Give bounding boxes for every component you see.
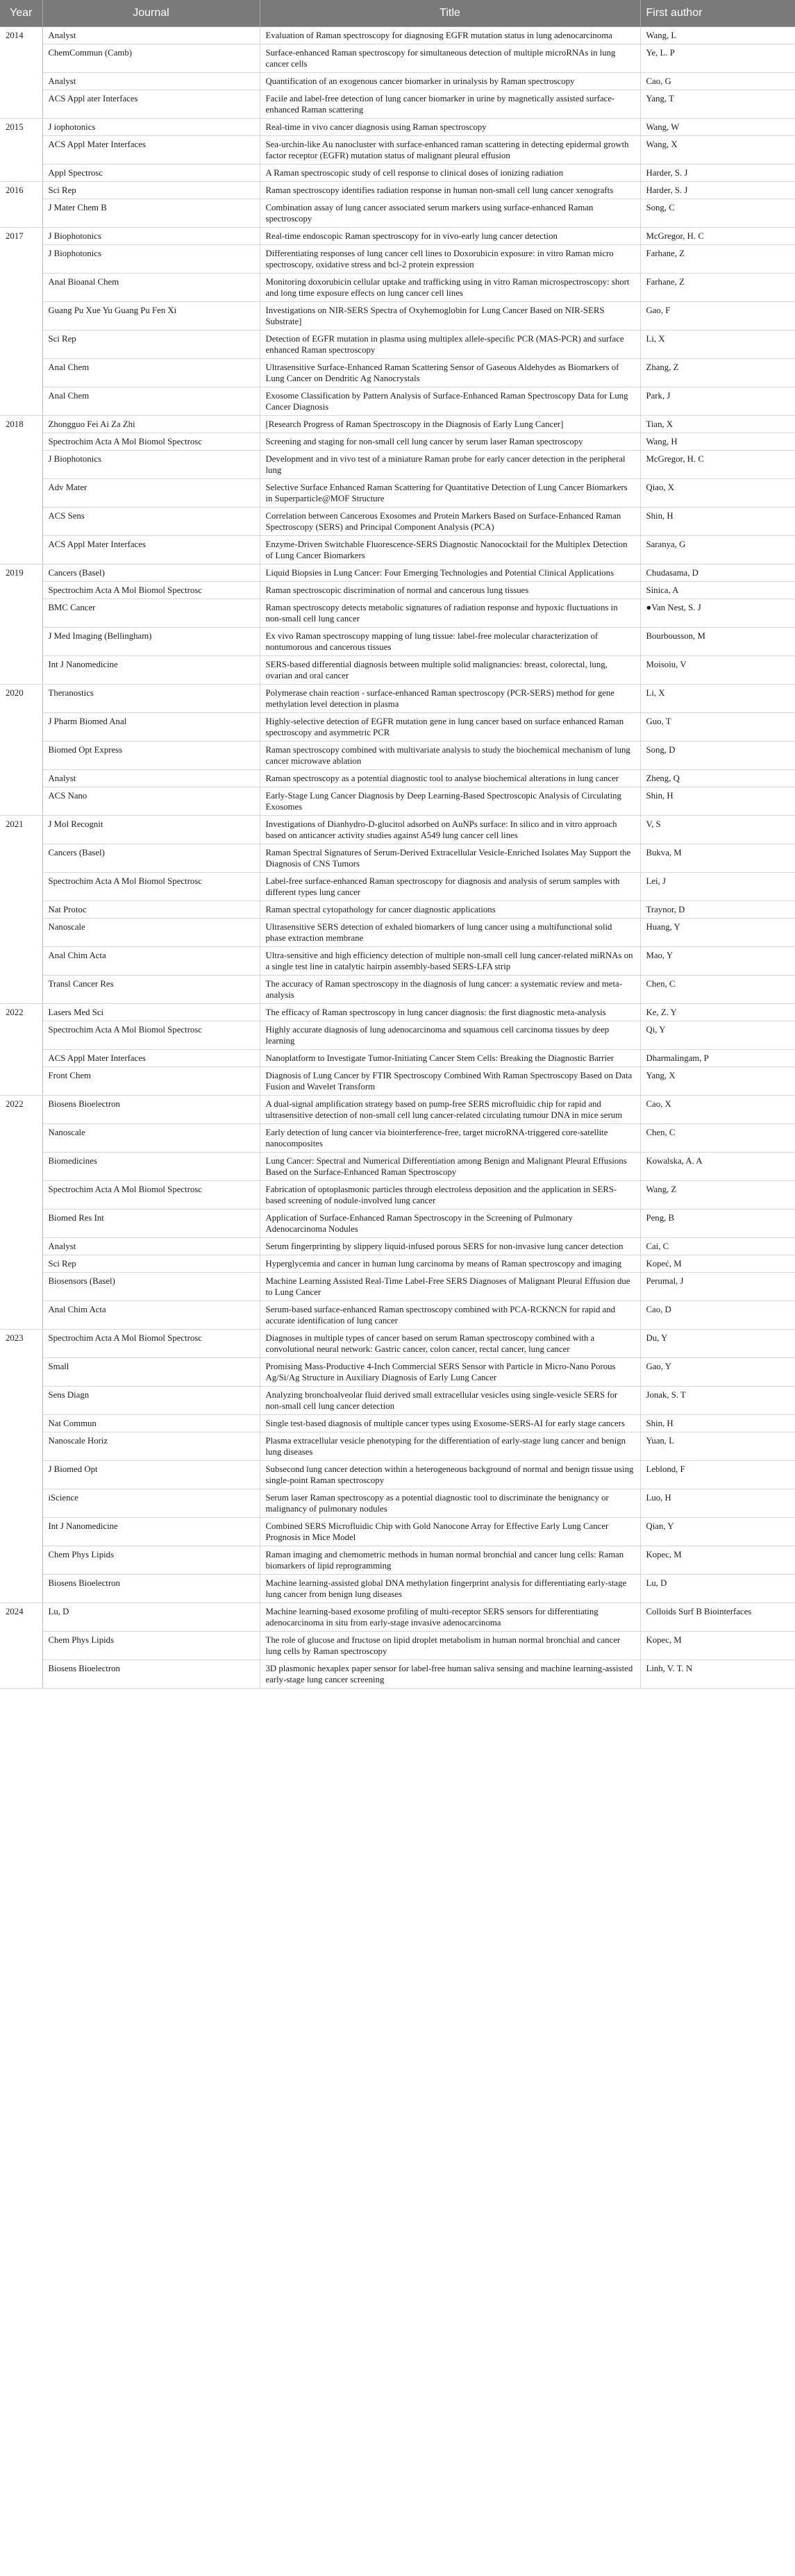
journal-column-header: Journal: [42, 0, 260, 27]
table-row: [0, 787, 795, 816]
table-row: [0, 508, 795, 536]
journal-cell: Lu, D: [42, 1603, 260, 1632]
title-cell: Detection of EGFR mutation in plasma using multiplex allele-specific PCR (MAS-PCR) and surface enhanced Raman spectroscopy: [260, 331, 640, 359]
first-author-cell: Colloids Surf B Biointerfaces: [640, 1603, 795, 1632]
title-cell: [Research Progress of Raman Spectroscopy in the Diagnosis of Early Lung Cancer]: [260, 416, 640, 433]
title-cell: Facile and label-free detection of lung cancer biomarker in urine by magnetically assisted surface-enhanced Raman scattering: [260, 90, 640, 119]
first-author-cell: Jonak, S. T: [640, 1387, 795, 1415]
table-body: [0, 27, 795, 1689]
journal-cell: Biosens Bioelectron: [42, 1096, 260, 1124]
title-cell: Serum-based surface-enhanced Raman spectroscopy combined with PCA-RCKNCN for rapid and accurate identification of lung cancer: [260, 1301, 640, 1330]
title-column-header: Title: [260, 0, 640, 27]
table-row: [0, 770, 795, 787]
title-cell: Machine learning-based exosome profiling of multi-receptor SERS sensors for differentiating adenocarcinoma in situ from early-stage invasive adenocarcinoma: [260, 1603, 640, 1632]
first-author-cell: McGregor, H. C: [640, 451, 795, 479]
title-cell: Diagnoses in multiple types of cancer based on serum Raman spectroscopy combined with a convolutional neural network: Gastric cancer, colon cancer, rectal cancer, lung cancer: [260, 1330, 640, 1358]
year-cell: 2023: [0, 1330, 42, 1603]
first-author-cell: Zheng, Q: [640, 770, 795, 787]
title-cell: Surface-enhanced Raman spectroscopy for simultaneous detection of multiple microRNAs in lung cancer cells: [260, 44, 640, 73]
journal-cell: ChemCommun (Camb): [42, 44, 260, 73]
table-row: [0, 165, 795, 182]
title-cell: Promising Mass-Productive 4-Inch Commercial SERS Sensor with Particle in Micro-Nano Porous Ag/Si/Ag Structure in Auxiliary Diagnosis of Early Lung Cancer: [260, 1358, 640, 1387]
journal-cell: BMC Cancer: [42, 599, 260, 628]
title-cell: Liquid Biopsies in Lung Cancer: Four Emerging Technologies and Potential Clinical Applications: [260, 564, 640, 582]
table-row: [0, 1124, 795, 1153]
table-row: [0, 599, 795, 628]
title-cell: Machine Learning Assisted Real-Time Label-Free SERS Diagnoses of Malignant Pleural Effusion due to Lung Cancer: [260, 1273, 640, 1301]
first-author-cell: Farhane, Z: [640, 274, 795, 302]
title-cell: Investigations on NIR-SERS Spectra of Oxyhemoglobin for Lung Cancer Based on NIR-SERS Substrate]: [260, 302, 640, 331]
table-row: [0, 27, 795, 44]
table-row: [0, 199, 795, 228]
title-cell: Investigations of Dianhydro-D-glucitol adsorbed on AuNPs surface: In silico and in vitro approach based on anticancer activity studies against A549 lung cancer cell lines: [260, 816, 640, 844]
table-row: [0, 44, 795, 73]
table-row: [0, 1358, 795, 1387]
journal-cell: Biosens Bioelectron: [42, 1575, 260, 1603]
table-row: [0, 182, 795, 199]
first-author-cell: Du, Y: [640, 1330, 795, 1358]
journal-cell: Nanoscale Horiz: [42, 1432, 260, 1461]
title-cell: Serum laser Raman spectroscopy as a potential diagnostic tool to discriminate the benignancy or malignancy of pulmonary nodules: [260, 1489, 640, 1518]
first-author-cell: Dharmalingam, P: [640, 1050, 795, 1067]
first-author-cell: Bukva, M: [640, 844, 795, 873]
journal-cell: Spectrochim Acta A Mol Biomol Spectrosc: [42, 1330, 260, 1358]
year-cell: 2016: [0, 182, 42, 228]
title-cell: SERS-based differential diagnosis between multiple solid malignancies: breast, colorectal, lung, ovarian and oral cancer: [260, 656, 640, 685]
journal-cell: Analyst: [42, 1238, 260, 1255]
table-row: [0, 976, 795, 1004]
first-author-cell: Bourbousson, M: [640, 628, 795, 656]
table-row: [0, 1432, 795, 1461]
title-cell: Nanoplatform to Investigate Tumor-Initiating Cancer Stem Cells: Breaking the Diagnostic Barrier: [260, 1050, 640, 1067]
table-row: [0, 919, 795, 947]
first-author-cell: Wang, L: [640, 27, 795, 44]
title-cell: Application of Surface-Enhanced Raman Spectroscopy in the Screening of Pulmonary Adenocarcinoma Nodules: [260, 1210, 640, 1238]
first-author-cell: Yang, X: [640, 1067, 795, 1096]
table-row: [0, 656, 795, 685]
title-cell: Exosome Classification by Pattern Analysis of Surface-Enhanced Raman Spectroscopy Data for Lung Cancer Diagnosis: [260, 387, 640, 416]
journal-cell: ACS Appl Mater Interfaces: [42, 1050, 260, 1067]
journal-cell: Biomedicines: [42, 1153, 260, 1181]
first-author-cell: Ke, Z. Y: [640, 1004, 795, 1021]
first-author-cell: Wang, H: [640, 433, 795, 451]
journal-cell: Sci Rep: [42, 182, 260, 199]
journal-cell: Spectrochim Acta A Mol Biomol Spectrosc: [42, 873, 260, 901]
title-cell: Raman spectroscopy combined with multivariate analysis to study the biochemical mechanism of lung cancer microwave ablation: [260, 742, 640, 770]
first-author-cell: Cao, G: [640, 73, 795, 90]
journal-cell: Anal Chem: [42, 359, 260, 387]
first-author-cell: Gao, Y: [640, 1358, 795, 1387]
journal-cell: Biomed Res Int: [42, 1210, 260, 1238]
first-author-cell: Yuan, L: [640, 1432, 795, 1461]
first-author-cell: Lei, J: [640, 873, 795, 901]
table-row: [0, 387, 795, 416]
title-cell: Raman spectroscopic discrimination of normal and cancerous lung tissues: [260, 582, 640, 599]
year-cell: 2022: [0, 1096, 42, 1330]
title-cell: Sea-urchin-like Au nanocluster with surface-enhanced raman scattering in detecting epidermal growth factor receptor (EGFR) mutation status of malignant pleural effusion: [260, 136, 640, 165]
table-row: [0, 416, 795, 433]
table-row: [0, 628, 795, 656]
first-author-cell: Kopec, M: [640, 1546, 795, 1575]
first-author-cell: Chen, C: [640, 976, 795, 1004]
title-cell: Raman spectroscopy as a potential diagnostic tool to analyse biochemical alterations in lung cancer: [260, 770, 640, 787]
title-cell: Enzyme-Driven Switchable Fluorescence-SERS Diagnostic Nanococktail for the Multiplex Detection of Lung Cancer Biomarkers: [260, 536, 640, 564]
first-author-cell: Kopec, M: [640, 1632, 795, 1660]
header-row: [0, 0, 795, 27]
journal-cell: Int J Nanomedicine: [42, 1518, 260, 1546]
first-author-cell: Yang, T: [640, 90, 795, 119]
title-cell: Polymerase chain reaction - surface-enhanced Raman spectroscopy (PCR-SERS) method for gene methylation level detection in plasma: [260, 685, 640, 713]
first-author-cell: Wang, X: [640, 136, 795, 165]
journal-cell: Transl Cancer Res: [42, 976, 260, 1004]
first-author-column-header: First author: [640, 0, 795, 27]
journal-cell: ACS Sens: [42, 508, 260, 536]
title-cell: Machine learning-assisted global DNA methylation fingerprint analysis for differentiating early-stage lung cancer from benign lung diseases: [260, 1575, 640, 1603]
journal-cell: J Mol Recognit: [42, 816, 260, 844]
table-row: [0, 1210, 795, 1238]
first-author-cell: Tian, X: [640, 416, 795, 433]
first-author-cell: Song, D: [640, 742, 795, 770]
table-row: [0, 1153, 795, 1181]
first-author-cell: Qi, Y: [640, 1021, 795, 1050]
journal-cell: Biomed Opt Express: [42, 742, 260, 770]
table-row: [0, 742, 795, 770]
first-author-cell: Huang, Y: [640, 919, 795, 947]
table-row: [0, 1096, 795, 1124]
table-row: [0, 1603, 795, 1632]
title-cell: Quantification of an exogenous cancer biomarker in urinalysis by Raman spectroscopy: [260, 73, 640, 90]
year-cell: 2015: [0, 119, 42, 182]
journal-cell: ACS Appl Mater Interfaces: [42, 536, 260, 564]
table-row: [0, 119, 795, 136]
first-author-cell: Gao, F: [640, 302, 795, 331]
journal-cell: Adv Mater: [42, 479, 260, 508]
table-row: [0, 73, 795, 90]
first-author-cell: Shin, H: [640, 1415, 795, 1432]
journal-cell: J iophotonics: [42, 119, 260, 136]
title-cell: Single test-based diagnosis of multiple cancer types using Exosome-SERS-AI for early stage cancers: [260, 1415, 640, 1432]
first-author-cell: Kopeć, M: [640, 1255, 795, 1273]
first-author-cell: Farhane, Z: [640, 245, 795, 274]
title-cell: Correlation between Cancerous Exosomes and Protein Markers Based on Surface-Enhanced Raman Spectroscopy (SERS) and Principal Component Analysis (PCA): [260, 508, 640, 536]
journal-cell: J Pharm Biomed Anal: [42, 713, 260, 742]
table-row: [0, 1067, 795, 1096]
title-cell: A Raman spectroscopic study of cell response to clinical doses of ionizing radiation: [260, 165, 640, 182]
title-cell: Combination assay of lung cancer associated serum markers using surface-enhanced Raman spectroscopy: [260, 199, 640, 228]
table-row: [0, 1238, 795, 1255]
journal-cell: Spectrochim Acta A Mol Biomol Spectrosc: [42, 582, 260, 599]
journal-cell: Biosens Bioelectron: [42, 1660, 260, 1689]
first-author-cell: Peng, B: [640, 1210, 795, 1238]
title-cell: Subsecond lung cancer detection within a heterogeneous background of normal and benign tissue using single-point Raman spectroscopy: [260, 1461, 640, 1489]
first-author-cell: Lu, D: [640, 1575, 795, 1603]
journal-cell: J Biophotonics: [42, 228, 260, 245]
first-author-cell: Chudasama, D: [640, 564, 795, 582]
table-row: [0, 90, 795, 119]
title-cell: Selective Surface Enhanced Raman Scattering for Quantitative Detection of Lung Cancer Biomarkers in Superparticle@MOF Structure: [260, 479, 640, 508]
first-author-cell: Cao, X: [640, 1096, 795, 1124]
first-author-cell: Saranya, G: [640, 536, 795, 564]
table-row: [0, 901, 795, 919]
journal-cell: J Biophotonics: [42, 451, 260, 479]
journal-cell: Sci Rep: [42, 1255, 260, 1273]
journal-cell: Cancers (Basel): [42, 564, 260, 582]
first-author-cell: Chen, C: [640, 1124, 795, 1153]
first-author-cell: Traynor, D: [640, 901, 795, 919]
title-cell: Lung Cancer: Spectral and Numerical Differentiation among Benign and Malignant Pleural Effusions Based on the Surface-Enhanced Raman Spectroscopy: [260, 1153, 640, 1181]
title-cell: Ex vivo Raman spectroscopy mapping of lung tissue: label-free molecular characterization of nontumorous and cancerous tissues: [260, 628, 640, 656]
first-author-cell: Li, X: [640, 685, 795, 713]
first-author-cell: Song, C: [640, 199, 795, 228]
first-author-cell: Sinica, A: [640, 582, 795, 599]
journal-cell: Analyst: [42, 73, 260, 90]
table-row: [0, 1660, 795, 1689]
title-cell: Fabrication of optoplasmonic particles through electroless deposition and the application in SERS-based screening of nodule-involved lung cancer: [260, 1181, 640, 1210]
title-cell: Raman spectroscopy identifies radiation response in human non-small cell lung cancer xenografts: [260, 182, 640, 199]
first-author-cell: V, S: [640, 816, 795, 844]
first-author-cell: Qian, Y: [640, 1518, 795, 1546]
table-row: [0, 685, 795, 713]
year-cell: 2020: [0, 685, 42, 816]
table-row: [0, 228, 795, 245]
title-cell: Label-free surface-enhanced Raman spectroscopy for diagnosis and analysis of serum samples with different types lung cancer: [260, 873, 640, 901]
table-row: [0, 1387, 795, 1415]
first-author-cell: Mao, Y: [640, 947, 795, 976]
journal-cell: J Biophotonics: [42, 245, 260, 274]
table-row: [0, 331, 795, 359]
title-cell: A dual-signal amplification strategy based on pump-free SERS microfluidic chip for rapid and ultrasensitive detection of non-small cell lung cancer-related circulating tumour DNA in mice serum: [260, 1096, 640, 1124]
title-cell: Real-time endoscopic Raman spectroscopy for in vivo-early lung cancer detection: [260, 228, 640, 245]
year-cell: 2022: [0, 1004, 42, 1096]
title-cell: Hyperglycemia and cancer in human lung carcinoma by means of Raman spectroscopy and imaging: [260, 1255, 640, 1273]
title-cell: Highly-selective detection of EGFR mutation gene in lung cancer based on surface enhanced Raman spectroscopy and asymmetric PCR: [260, 713, 640, 742]
table-row: [0, 359, 795, 387]
table-row: [0, 1050, 795, 1067]
first-author-cell: Perumal, J: [640, 1273, 795, 1301]
title-cell: Monitoring doxorubicin cellular uptake and trafficking using in vitro Raman microspectroscopy: short and long time exposure effects on lung cancer cell lines: [260, 274, 640, 302]
first-author-cell: Ye, L. P: [640, 44, 795, 73]
first-author-cell: Leblond, F: [640, 1461, 795, 1489]
table-row: [0, 844, 795, 873]
title-cell: Raman spectroscopy detects metabolic signatures of radiation response and hypoxic fluctuations in non-small cell lung cancer: [260, 599, 640, 628]
title-cell: Development and in vivo test of a miniature Raman probe for early cancer detection in the peripheral lung: [260, 451, 640, 479]
first-author-cell: Li, X: [640, 331, 795, 359]
table-row: [0, 1021, 795, 1050]
title-cell: Real-time in vivo cancer diagnosis using Raman spectroscopy: [260, 119, 640, 136]
journal-cell: Anal Bioanal Chem: [42, 274, 260, 302]
first-author-cell: Guo, T: [640, 713, 795, 742]
title-cell: Plasma extracellular vesicle phenotyping for the differentiation of early-stage lung cancer and benign lung diseases: [260, 1432, 640, 1461]
table-row: [0, 816, 795, 844]
journal-cell: ACS Nano: [42, 787, 260, 816]
first-author-cell: Moisoiu, V: [640, 656, 795, 685]
title-cell: Analyzing bronchoalveolar fluid derived small extracellular vesicles using single-vesicle SERS for non-small cell lung cancer detection: [260, 1387, 640, 1415]
journal-cell: Chem Phys Lipids: [42, 1632, 260, 1660]
table-row: [0, 1489, 795, 1518]
journal-cell: Nat Protoc: [42, 901, 260, 919]
first-author-cell: Cao, D: [640, 1301, 795, 1330]
first-author-cell: Linh, V. T. N: [640, 1660, 795, 1689]
table-row: [0, 1461, 795, 1489]
journal-cell: Theranostics: [42, 685, 260, 713]
table-row: [0, 1255, 795, 1273]
journal-cell: Guang Pu Xue Yu Guang Pu Fen Xi: [42, 302, 260, 331]
first-author-cell: Luo, H: [640, 1489, 795, 1518]
title-cell: Combined SERS Microfluidic Chip with Gold Nanocone Array for Effective Early Lung Cancer Prognosis in Mice Model: [260, 1518, 640, 1546]
journal-cell: Int J Nanomedicine: [42, 656, 260, 685]
title-cell: Raman Spectral Signatures of Serum-Derived Extracellular Vesicle-Enriched Isolates May Support the Diagnosis of CNS Tumors: [260, 844, 640, 873]
journal-cell: J Biomed Opt: [42, 1461, 260, 1489]
table-row: [0, 1004, 795, 1021]
journal-cell: Chem Phys Lipids: [42, 1546, 260, 1575]
journal-cell: ACS Appl Mater Interfaces: [42, 136, 260, 165]
journal-cell: J Med Imaging (Bellingham): [42, 628, 260, 656]
first-author-cell: Harder, S. J: [640, 182, 795, 199]
table-row: [0, 433, 795, 451]
table-row: [0, 1301, 795, 1330]
table-row: [0, 302, 795, 331]
first-author-cell: Shin, H: [640, 787, 795, 816]
table-row: [0, 536, 795, 564]
first-author-cell: Kowalska, A. A: [640, 1153, 795, 1181]
title-cell: Serum fingerprinting by slippery liquid-infused porous SERS for non-invasive lung cancer detection: [260, 1238, 640, 1255]
title-cell: The role of glucose and fructose on lipid droplet metabolism in human normal bronchial and cancer lung cells by Raman spectroscopy: [260, 1632, 640, 1660]
title-cell: Differentiating responses of lung cancer cell lines to Doxorubicin exposure: in vitro Raman micro spectroscopy, oxidative stress and bcl-2 protein expression: [260, 245, 640, 274]
journal-cell: Nat Commun: [42, 1415, 260, 1432]
year-cell: 2017: [0, 228, 42, 416]
table-row: [0, 479, 795, 508]
journal-cell: Nanoscale: [42, 1124, 260, 1153]
year-cell: 2019: [0, 564, 42, 685]
journal-cell: Spectrochim Acta A Mol Biomol Spectrosc: [42, 1181, 260, 1210]
journal-cell: Zhongguo Fei Ai Za Zhi: [42, 416, 260, 433]
journal-cell: Lasers Med Sci: [42, 1004, 260, 1021]
first-author-cell: Wang, Z: [640, 1181, 795, 1210]
title-cell: Screening and staging for non-small cell lung cancer by serum laser Raman spectroscopy: [260, 433, 640, 451]
table-row: [0, 1546, 795, 1575]
journal-cell: iScience: [42, 1489, 260, 1518]
journal-cell: Anal Chem: [42, 387, 260, 416]
year-cell: 2021: [0, 816, 42, 1004]
first-author-cell: Cai, C: [640, 1238, 795, 1255]
journal-cell: Analyst: [42, 27, 260, 44]
title-cell: Ultrasensitive SERS detection of exhaled biomarkers of lung cancer using a multifunctional solid phase extraction membrane: [260, 919, 640, 947]
journal-cell: Small: [42, 1358, 260, 1387]
year-cell: 2014: [0, 27, 42, 119]
first-author-cell: Wang, W: [640, 119, 795, 136]
title-cell: Diagnosis of Lung Cancer by FTIR Spectroscopy Combined With Raman Spectroscopy Based on Data Fusion and Wavelet Transform: [260, 1067, 640, 1096]
table-row: [0, 1415, 795, 1432]
journal-cell: Anal Chim Acta: [42, 1301, 260, 1330]
title-cell: Highly accurate diagnosis of lung adenocarcinoma and squamous cell carcinoma tissues by deep learning: [260, 1021, 640, 1050]
first-author-cell: Harder, S. J: [640, 165, 795, 182]
journal-cell: Appl Spectrosc: [42, 165, 260, 182]
table-row: [0, 1330, 795, 1358]
table-row: [0, 873, 795, 901]
table-row: [0, 1273, 795, 1301]
journal-cell: Front Chem: [42, 1067, 260, 1096]
table-row: [0, 582, 795, 599]
table-row: [0, 564, 795, 582]
table-row: [0, 274, 795, 302]
table-row: [0, 713, 795, 742]
title-cell: Early-Stage Lung Cancer Diagnosis by Deep Learning-Based Spectroscopic Analysis of Circulating Exosomes: [260, 787, 640, 816]
journal-cell: Cancers (Basel): [42, 844, 260, 873]
table-row: [0, 136, 795, 165]
journal-cell: Sci Rep: [42, 331, 260, 359]
year-cell: 2024: [0, 1603, 42, 1689]
table-row: [0, 1632, 795, 1660]
table-row: [0, 1575, 795, 1603]
title-cell: Ultrasensitive Surface-Enhanced Raman Scattering Sensor of Gaseous Aldehydes as Biomarkers of Lung Cancer on Dendritic Ag Nanocrystals: [260, 359, 640, 387]
journal-cell: Biosensors (Basel): [42, 1273, 260, 1301]
title-cell: Raman spectral cytopathology for cancer diagnostic applications: [260, 901, 640, 919]
title-cell: 3D plasmonic hexaplex paper sensor for label-free human saliva sensing and machine learning-assisted early-stage lung cancer screening: [260, 1660, 640, 1689]
year-column-header: Year: [0, 0, 42, 27]
title-cell: The efficacy of Raman spectroscopy in lung cancer diagnosis: the first diagnostic meta-analysis: [260, 1004, 640, 1021]
first-author-cell: McGregor, H. C: [640, 228, 795, 245]
journal-cell: Spectrochim Acta A Mol Biomol Spectrosc: [42, 1021, 260, 1050]
table-row: [0, 1181, 795, 1210]
table-row: [0, 245, 795, 274]
journal-cell: Sens Diagn: [42, 1387, 260, 1415]
journal-cell: Spectrochim Acta A Mol Biomol Spectrosc: [42, 433, 260, 451]
first-author-cell: Shin, H: [640, 508, 795, 536]
table-row: [0, 947, 795, 976]
journal-cell: Analyst: [42, 770, 260, 787]
title-cell: The accuracy of Raman spectroscopy in the diagnosis of lung cancer: a systematic review and meta-analysis: [260, 976, 640, 1004]
first-author-cell: Zhang, Z: [640, 359, 795, 387]
first-author-cell: Qiao, X: [640, 479, 795, 508]
title-cell: Early detection of lung cancer via biointerference-free, target microRNA-triggered core-satellite nanocomposites: [260, 1124, 640, 1153]
year-cell: 2018: [0, 416, 42, 564]
journal-cell: Nanoscale: [42, 919, 260, 947]
title-cell: Ultra-sensitive and high efficiency detection of multiple non-small cell lung cancer-related miRNAs on a single test line in catalytic hairpin assembly-based SERS-LFA strip: [260, 947, 640, 976]
title-cell: Raman imaging and chemometric methods in human normal bronchial and cancer lung cells: Raman biomarkers of lipid reprogramming: [260, 1546, 640, 1575]
first-author-cell: ●Van Nest, S. J: [640, 599, 795, 628]
first-author-cell: Park, J: [640, 387, 795, 416]
title-cell: Evaluation of Raman spectroscopy for diagnosing EGFR mutation status in lung adenocarcinoma: [260, 27, 640, 44]
table-row: [0, 1518, 795, 1546]
journal-cell: ACS Appl ater Interfaces: [42, 90, 260, 119]
journal-cell: Anal Chim Acta: [42, 947, 260, 976]
table-row: [0, 451, 795, 479]
journal-cell: J Mater Chem B: [42, 199, 260, 228]
